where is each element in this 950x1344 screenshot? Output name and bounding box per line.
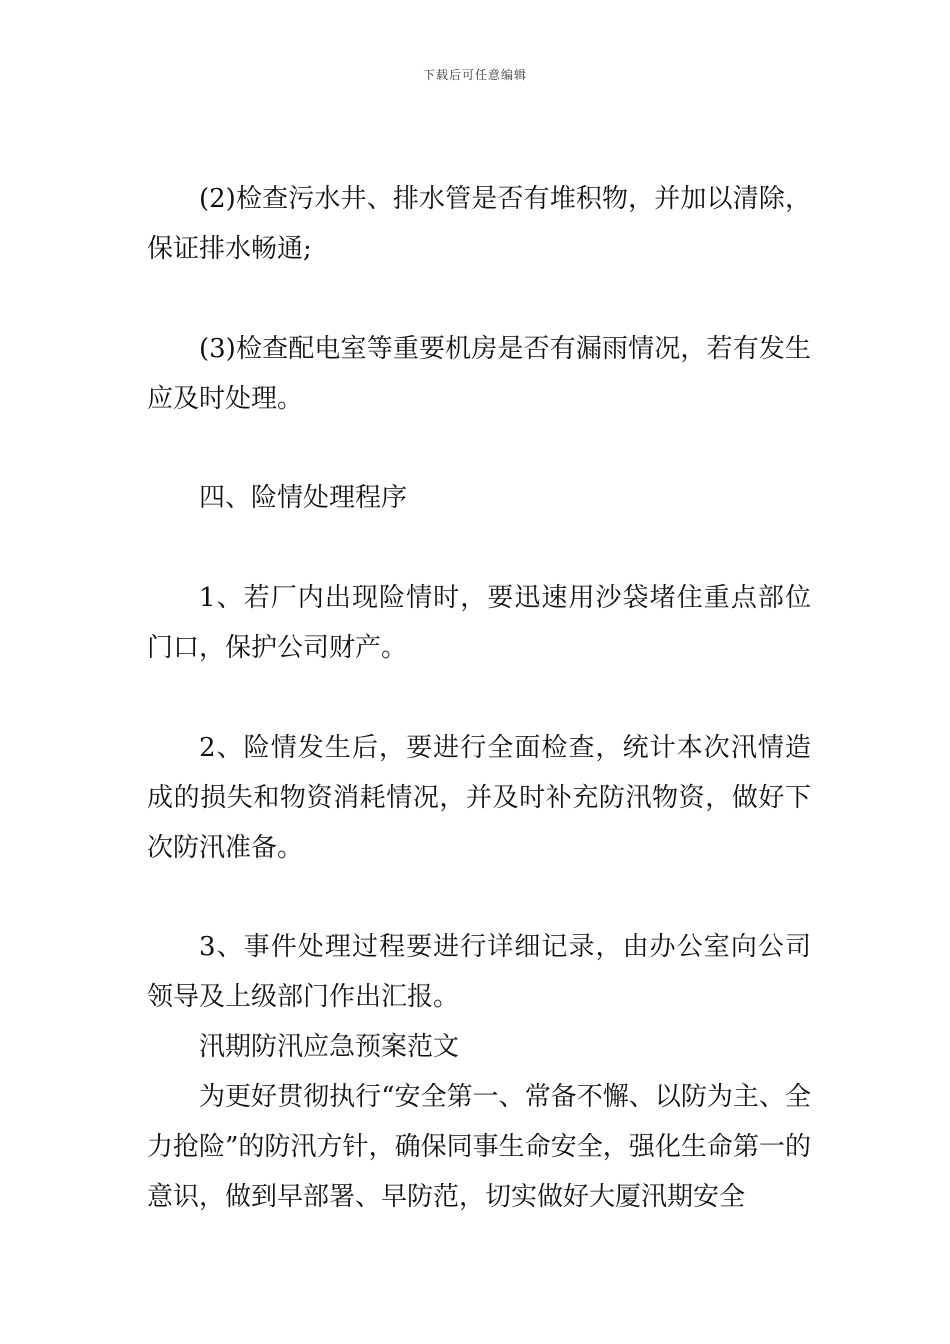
paragraph-power-room-check: (3)检查配电室等重要机房是否有漏雨情况，若有发生应及时处理。 bbox=[147, 334, 811, 414]
section-heading-emergency-procedure: 四、险情处理程序 bbox=[199, 483, 408, 513]
document-title-flood-plan: 汛期防汛应急预案范文 bbox=[199, 1032, 460, 1062]
paragraph-procedure-3: 3、事件处理过程要进行详细记录，由办公室向公司领导及上级部门作出汇报。 bbox=[147, 932, 811, 1012]
header-note: 下载后可任意编辑 bbox=[422, 68, 527, 82]
paragraph-procedure-2: 2、险情发生后，要进行全面检查，统计本次汛情造成的损失和物资消耗情况，并及时补充防汛物资，做好下次防汛准备。 bbox=[147, 733, 811, 863]
paragraph-intro: 为更好贯彻执行“安全第一、常备不懈、以防为主、全力抢险”的防汛方针，确保同事生命安全，强化生命第一的意识，做到早部署、早防范，切实做好大厦汛期安全 bbox=[147, 1082, 811, 1212]
paragraph-drainage-check: (2)检查污水井、排水管是否有堆积物，并加以清除，保证排水畅通; bbox=[147, 184, 811, 264]
paragraph-procedure-1: 1、若厂内出现险情时，要迅速用沙袋堵住重点部位门口，保护公司财产。 bbox=[147, 583, 811, 663]
